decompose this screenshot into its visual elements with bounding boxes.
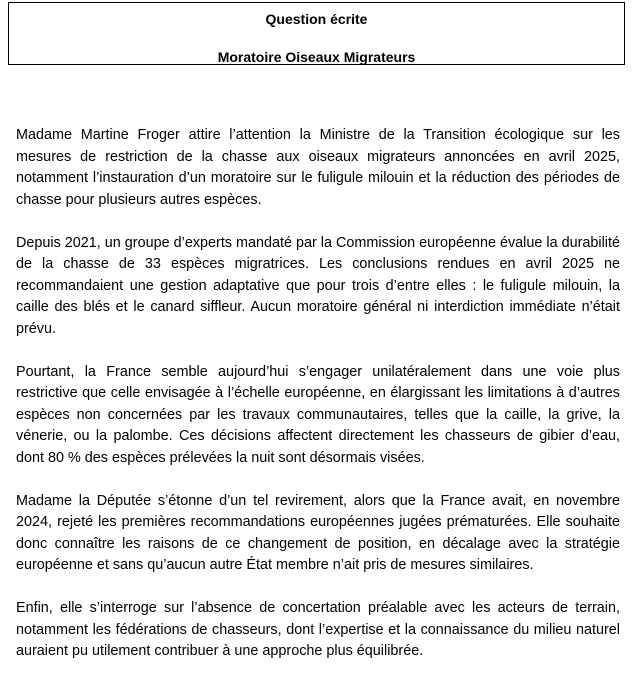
document-type-heading: Question écrite	[265, 11, 368, 27]
title-box	[8, 2, 625, 65]
paragraph-1: Madame Martine Froger attire l’attention la Ministre de la Transition écologique sur les mesures de restriction de la chasse aux oiseaux migrateurs annoncées en avril 2025, notamment l’instauration d’un moratoire sur le fuligule milouin et la réduction des périodes de chasse pour plusieurs autres espèces.	[16, 127, 620, 208]
paragraph-2: Depuis 2021, un groupe d’experts mandaté par la Commission européenne évalue la durabilité de la chasse de 33 espèces migratrices. Les conclusions rendues en avril 2025 ne recommandaient une gestion adaptative que pour trois d’entre elles : le fuligule milouin, la caille des blés et le canard siffleur. Aucun moratoire général ni interdiction immédiate n’était prévu.	[16, 234, 620, 337]
paragraph-4: Madame la Députée s’étonne d’un tel revirement, alors que la France avait, en novembre 2024, rejeté les premières recommandations européennes jugées prématurées. Elle souhaite donc connaître les raisons de ce changement de position, en décalage avec la stratégie européenne et sans qu’aucun autre État membre n’ait pris de mesures similaires.	[16, 492, 620, 573]
document-title: Moratoire Oiseaux Migrateurs	[217, 49, 416, 65]
paragraph-5: Enfin, elle s’interroge sur l’absence de concertation préalable avec les acteurs de terrain, notamment les fédérations de chasseurs, dont l’expertise et la connaissance du milieu naturel auraient pu utilement contribuer à une approche plus équilibrée.	[16, 600, 620, 659]
document-body	[16, 125, 620, 684]
paragraph-3: Pourtant, la France semble aujourd’hui s’engager unilatéralement dans une voie plus restrictive que celle envisagée à l’échelle européenne, en élargissant les limitations à d’autres espèces non concernées par les travaux communautaires, telles que la caille, la grive, la vénerie, ou la palombe. Ces décisions affectent directement les chasseurs de gibier d’eau, dont 80 % des espèces prélevées la nuit sont désormais visées.	[16, 363, 620, 466]
